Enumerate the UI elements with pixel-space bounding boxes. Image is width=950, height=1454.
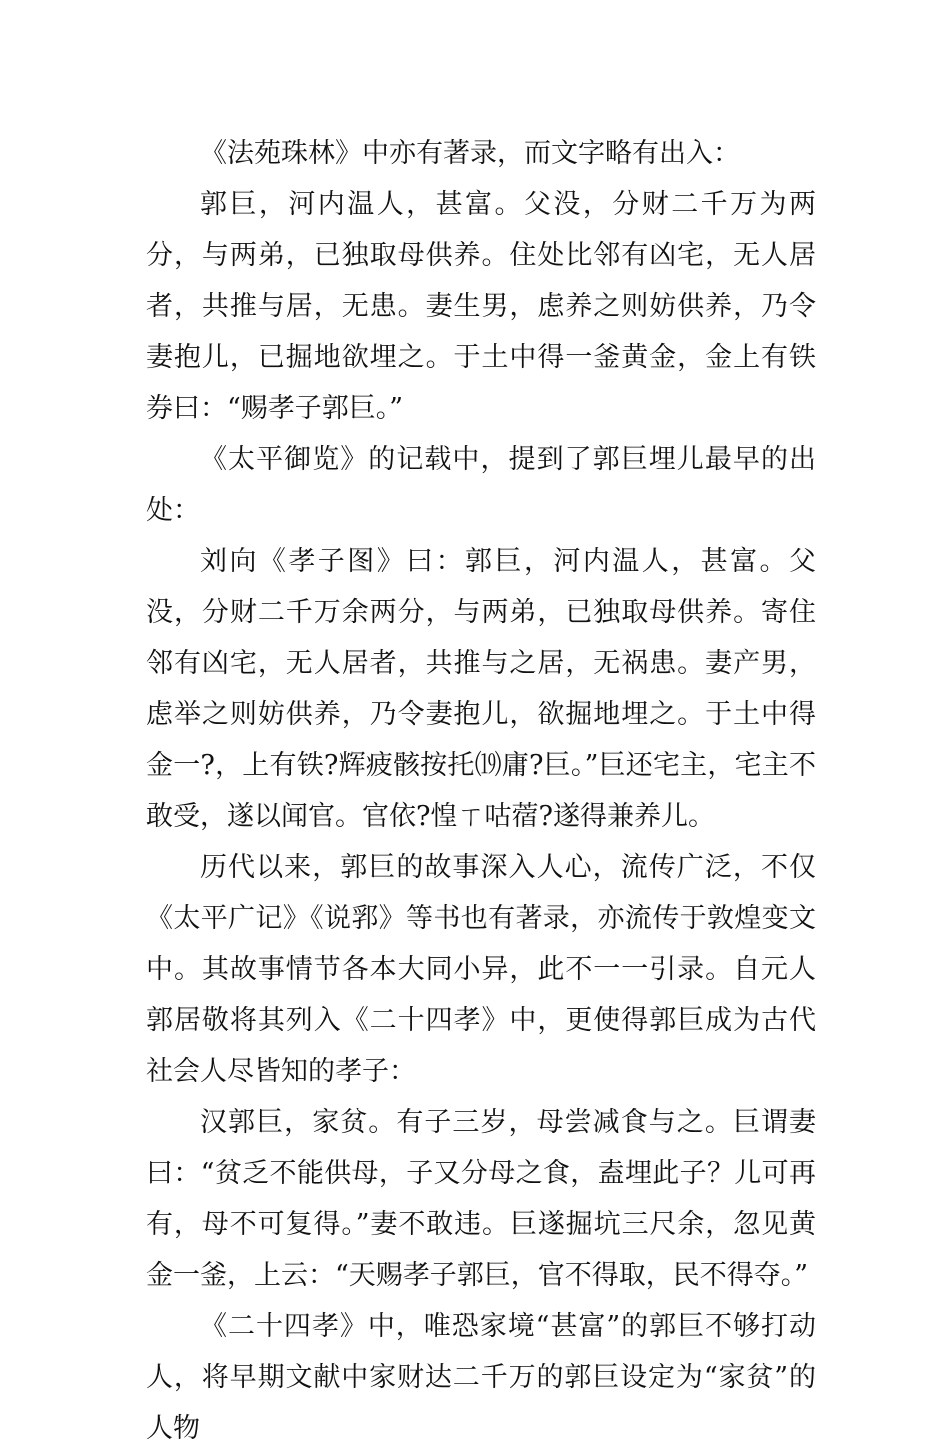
- article-body: [146, 128, 816, 1454]
- paragraph-taiping-intro: 《太平御览》的记载中，提到了郭巨埋儿最早的出处：: [146, 444, 816, 526]
- paragraph-fayuan-quote: 郭巨，河内温人，甚富。父没，分财二千万为两分，与两弟，已独取母供养。住处比邻有凶宅，无人居者，共推与居，无患。妻生男，虑养之则妨供养，乃令妻抱儿，已掘地欲埋之。于土中得一釜黄金，金上有铁券曰：“赐孝子郭巨。”: [146, 189, 816, 424]
- paragraph-fayuan-intro: 《法苑珠林》中亦有著录，而文字略有出入：: [200, 138, 740, 169]
- paragraph-liuxiang-quote: 刘向《孝子图》曰：郭巨，河内温人，甚富。父没，分财二千万余两分，与两弟，已独取母供养。寄住邻有凶宅，无人居者，共推与之居，无祸患。妻产男，虑举之则妨供养，乃令妻抱儿，欲掘地埋之。于土中得金一?，上有铁?辉疲骸按托⒆庸?巨。”巨还宅主，宅主不敢受，遂以闻官。官依?惶ㄒ咕蓿?遂得兼养儿。: [146, 546, 816, 832]
- paragraph-history: 历代以来，郭巨的故事深入人心，流传广泛，不仅《太平广记》《说郛》等书也有著录，亦流传于敦煌变文中。其故事情节各本大同小异，此不一一引录。自元人郭居敬将其列入《二十四孝》中，更使得郭巨成为古代社会人尽皆知的孝子：: [146, 852, 816, 1087]
- paragraph-ershisixiao-analysis: 《二十四孝》中，唯恐家境“甚富”的郭巨不够打动人，将早期文献中家财达二千万的郭巨设定为“家贫”的人物: [146, 1311, 816, 1444]
- paragraph-ershisixiao-quote: 汉郭巨，家贫。有子三岁，母尝减食与之。巨谓妻曰：“贫乏不能供母，子又分母之食，盍埋此子？儿可再有，母不可复得。”妻不敢违。巨遂掘坑三尺余，忽见黄金一釜，上云：“天赐孝子郭巨，官不得取，民不得夺。”: [146, 1107, 816, 1291]
